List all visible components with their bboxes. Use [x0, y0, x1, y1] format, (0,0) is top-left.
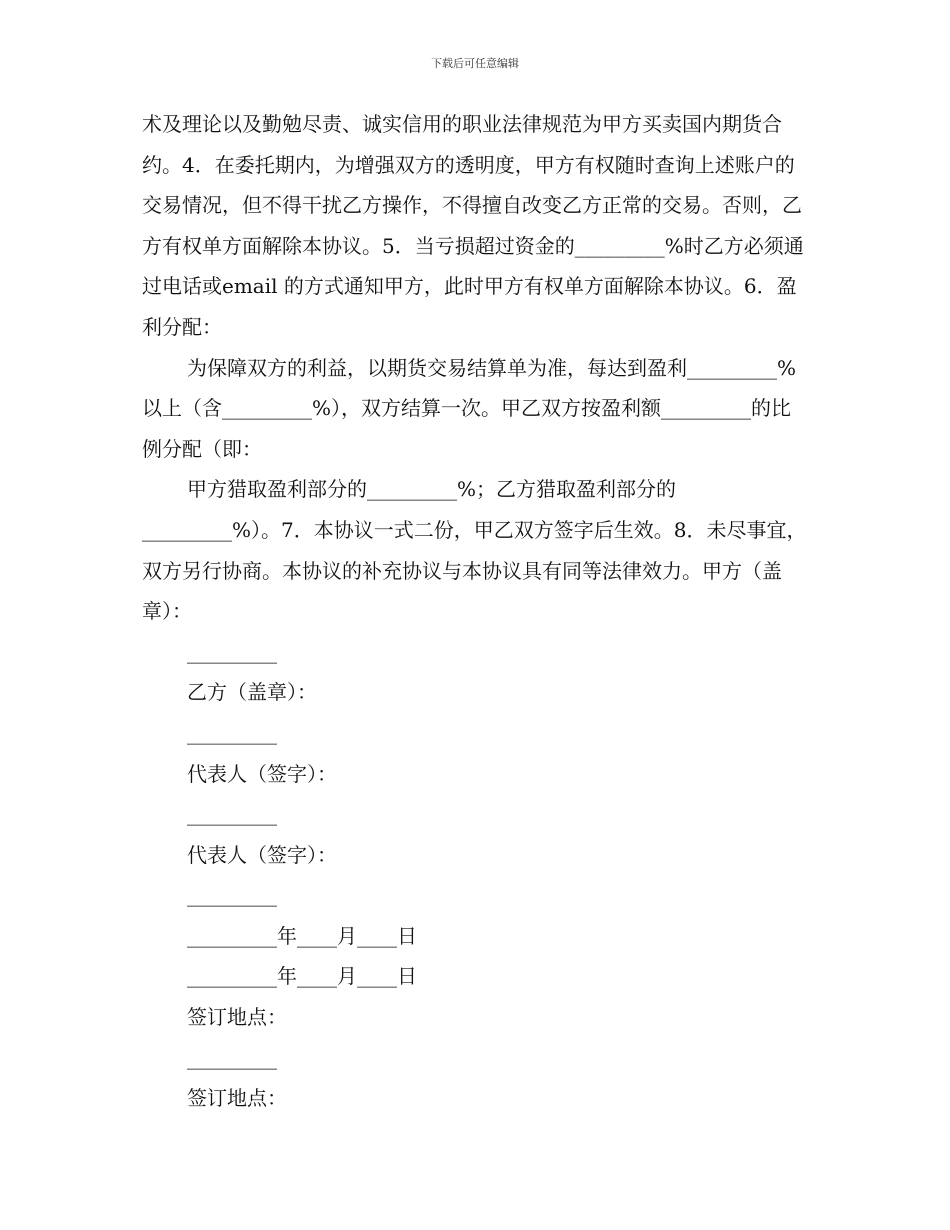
paragraph-clauses-4-6: 术及理论以及勤勉尽责、诚实信用的职业法律规范为甲方买卖国内期货合约。4．在委托期内，为增强双方的透明度，甲方有权随时查询上述账户的交易情况，但不得干扰乙方操作，不得擅自改变乙方正常的交易。否则，乙方有权单方面解除本协议。5．当亏损超过资金的_________%时乙方必须通过电话或email 的方式通知甲方，此时甲方有权单方面解除本协议。6．盈利分配：: [142, 112, 804, 339]
date-line: _________年____月____日: [187, 964, 417, 989]
label-signing-place: 签订地点：: [187, 1005, 287, 1030]
label-representative-signature: 代表人（签字）：: [187, 842, 337, 867]
signature-blank-representative-a: _________: [187, 802, 277, 827]
date-line: _________年____月____日: [187, 923, 417, 948]
paragraph-profit-share: 甲方猎取盈利部分的_________%；乙方猎取盈利部分的_________%）。7．本协议一式二份，甲乙双方签字后生效。8．未尽事宜，双方另行协商。本协议的补充协议与本协议具有同等法律效力。甲方（盖章）：: [142, 477, 807, 624]
signature-blank-representative-b: _________: [187, 883, 277, 908]
paragraph-profit-settlement: 为保障双方的利益，以期货交易结算单为准，每达到盈利_________%以上（含_________%），双方结算一次。甲乙双方按盈利额_________的比例分配（即：: [142, 355, 797, 461]
document-body: [142, 104, 810, 1119]
label-party-b-seal: 乙方（盖章）：: [187, 680, 317, 705]
page-header: 下载后可任意编辑: [431, 57, 519, 70]
signing-place-blank: _________: [187, 1045, 277, 1070]
label-signing-place: 签订地点：: [187, 1086, 287, 1111]
label-representative-signature: 代表人（签字）：: [187, 761, 337, 786]
signature-blank-party-b: _________: [187, 720, 277, 745]
signature-blank-party-a: _________: [187, 639, 277, 664]
